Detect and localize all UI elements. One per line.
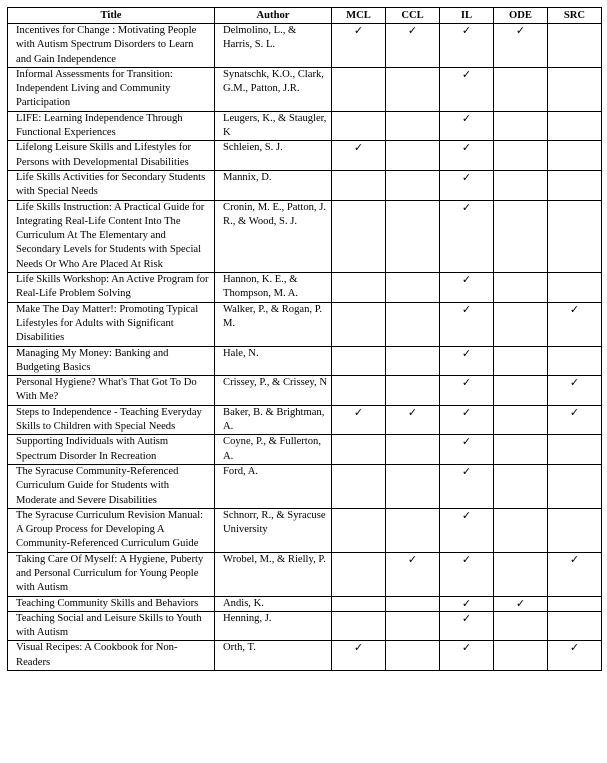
mcl-cell xyxy=(332,346,386,376)
header-mcl: MCL xyxy=(332,8,386,24)
src-cell xyxy=(548,170,602,200)
ode-cell xyxy=(494,346,548,376)
title-cell: Supporting Individuals with Autism Spectrum Disorder In Recreation xyxy=(8,435,215,465)
table-row xyxy=(8,24,602,68)
checkmark-icon: ✓ xyxy=(461,346,472,360)
ode-cell xyxy=(494,552,548,596)
src-cell xyxy=(548,24,602,68)
checkmark-icon: ✓ xyxy=(407,24,418,37)
checkmark-icon: ✓ xyxy=(569,405,580,419)
mcl-cell xyxy=(332,464,386,508)
src-cell xyxy=(548,464,602,508)
ode-cell xyxy=(494,111,548,141)
ccl-cell xyxy=(386,596,440,611)
src-cell xyxy=(548,141,602,171)
src-cell xyxy=(548,302,602,346)
checkmark-icon: ✓ xyxy=(407,552,418,566)
header-il: IL xyxy=(440,8,494,24)
il-cell xyxy=(440,273,494,303)
ode-cell xyxy=(494,273,548,303)
checkmark-icon: ✓ xyxy=(461,405,472,419)
ode-cell xyxy=(494,200,548,272)
ccl-cell xyxy=(386,611,440,641)
checkmark-icon: ✓ xyxy=(461,170,472,184)
table-row xyxy=(8,67,602,111)
ccl-cell xyxy=(386,273,440,303)
checkmark-icon: ✓ xyxy=(569,302,580,316)
src-cell xyxy=(548,111,602,141)
ode-cell xyxy=(494,508,548,552)
checkmark-icon: ✓ xyxy=(461,435,472,449)
author-cell: Schnorr, R., & Syracuse University xyxy=(215,508,332,552)
table-row xyxy=(8,376,602,406)
table-row xyxy=(8,611,602,641)
checkmark-icon: ✓ xyxy=(353,405,364,419)
table-row xyxy=(8,346,602,376)
table-row xyxy=(8,170,602,200)
il-cell xyxy=(440,376,494,406)
title-cell: Taking Care Of Myself: A Hygiene, Puberty and Personal Curriculum for Young People with Autism xyxy=(8,552,215,596)
author-cell: Andis, K. xyxy=(215,596,332,611)
table-row xyxy=(8,435,602,465)
ccl-cell xyxy=(386,405,440,435)
author-cell: Wrobel, M., & Rielly, P. xyxy=(215,552,332,596)
ccl-cell xyxy=(386,552,440,596)
il-cell xyxy=(440,111,494,141)
mcl-cell xyxy=(332,376,386,406)
author-cell: Cronin, M. E., Patton, J. R., & Wood, S. J. xyxy=(215,200,332,272)
ode-cell xyxy=(494,641,548,671)
il-cell xyxy=(440,464,494,508)
checkmark-icon: ✓ xyxy=(461,641,472,655)
src-cell xyxy=(548,611,602,641)
checkmark-icon: ✓ xyxy=(461,111,472,125)
checkmark-icon: ✓ xyxy=(461,302,472,316)
title-cell: Personal Hygiene? What's That Got To Do With Me? xyxy=(8,376,215,406)
title-cell: Informal Assessments for Transition: Independent Living and Community Participation xyxy=(8,67,215,111)
curriculum-table xyxy=(7,7,602,671)
author-cell: Mannix, D. xyxy=(215,170,332,200)
ode-cell xyxy=(494,464,548,508)
checkmark-icon: ✓ xyxy=(515,24,526,37)
title-cell: The Syracuse Community-Referenced Curriculum Guide for Students with Moderate and Severe Disabilities xyxy=(8,464,215,508)
ode-cell xyxy=(494,435,548,465)
src-cell xyxy=(548,508,602,552)
author-cell: Delmolino, L., & Harris, S. L. xyxy=(215,24,332,68)
ccl-cell xyxy=(386,111,440,141)
mcl-cell xyxy=(332,596,386,611)
mcl-cell xyxy=(332,200,386,272)
table-row xyxy=(8,464,602,508)
ccl-cell xyxy=(386,641,440,671)
mcl-cell xyxy=(332,141,386,171)
il-cell xyxy=(440,641,494,671)
title-cell: The Syracuse Curriculum Revision Manual: A Group Process for Developing A Community-Referenced Curriculum Guide xyxy=(8,508,215,552)
header-src: SRC xyxy=(548,8,602,24)
il-cell xyxy=(440,405,494,435)
il-cell xyxy=(440,552,494,596)
title-cell: Lifelong Leisure Skills and Lifestyles for Persons with Developmental Disabilities xyxy=(8,141,215,171)
ode-cell xyxy=(494,376,548,406)
src-cell xyxy=(548,67,602,111)
src-cell xyxy=(548,641,602,671)
title-cell: Visual Recipes: A Cookbook for Non-Readers xyxy=(8,641,215,671)
checkmark-icon: ✓ xyxy=(353,641,364,655)
checkmark-icon: ✓ xyxy=(461,273,472,287)
src-cell xyxy=(548,200,602,272)
il-cell xyxy=(440,302,494,346)
author-cell: Ford, A. xyxy=(215,464,332,508)
il-cell xyxy=(440,435,494,465)
checkmark-icon: ✓ xyxy=(461,24,472,37)
checkmark-icon: ✓ xyxy=(569,641,580,655)
title-cell: Life Skills Workshop: An Active Program for Real-Life Problem Solving xyxy=(8,273,215,303)
src-cell xyxy=(548,596,602,611)
src-cell xyxy=(548,346,602,376)
ccl-cell xyxy=(386,346,440,376)
author-cell: Orth, T. xyxy=(215,641,332,671)
il-cell xyxy=(440,611,494,641)
checkmark-icon: ✓ xyxy=(461,141,472,155)
ccl-cell xyxy=(386,302,440,346)
author-cell: Leugers, K., & Staugler, K xyxy=(215,111,332,141)
author-cell: Hale, N. xyxy=(215,346,332,376)
il-cell xyxy=(440,596,494,611)
ccl-cell xyxy=(386,67,440,111)
table-row xyxy=(8,641,602,671)
ode-cell xyxy=(494,596,548,611)
checkmark-icon: ✓ xyxy=(353,24,364,37)
checkmark-icon: ✓ xyxy=(461,508,472,522)
mcl-cell xyxy=(332,67,386,111)
il-cell xyxy=(440,170,494,200)
ode-cell xyxy=(494,405,548,435)
ccl-cell xyxy=(386,24,440,68)
title-cell: Steps to Independence - Teaching Everyday Skills to Children with Special Needs xyxy=(8,405,215,435)
header-ode: ODE xyxy=(494,8,548,24)
ode-cell xyxy=(494,302,548,346)
checkmark-icon: ✓ xyxy=(461,611,472,625)
table-row xyxy=(8,141,602,171)
table-row xyxy=(8,200,602,272)
author-cell: Henning, J. xyxy=(215,611,332,641)
title-cell: Teaching Community Skills and Behaviors xyxy=(8,596,215,611)
src-cell xyxy=(548,552,602,596)
src-cell xyxy=(548,376,602,406)
table-row xyxy=(8,302,602,346)
table-row xyxy=(8,596,602,611)
checkmark-icon: ✓ xyxy=(461,596,472,610)
header-ccl: CCL xyxy=(386,8,440,24)
author-cell: Hannon, K. E., & Thompson, M. A. xyxy=(215,273,332,303)
title-cell: Make The Day Matter!: Promoting Typical Lifestyles for Adults with Significant Disabilities xyxy=(8,302,215,346)
ode-cell xyxy=(494,611,548,641)
src-cell xyxy=(548,405,602,435)
mcl-cell xyxy=(332,24,386,68)
mcl-cell xyxy=(332,552,386,596)
mcl-cell xyxy=(332,508,386,552)
mcl-cell xyxy=(332,273,386,303)
title-cell: Incentives for Change : Motivating People with Autism Spectrum Disorders to Learn and Gain Independence xyxy=(8,24,215,68)
header-author: Author xyxy=(215,8,332,24)
author-cell: Walker, P., & Rogan, P. M. xyxy=(215,302,332,346)
table-row xyxy=(8,273,602,303)
checkmark-icon: ✓ xyxy=(461,552,472,566)
table-body xyxy=(8,24,602,671)
ode-cell xyxy=(494,67,548,111)
src-cell xyxy=(548,435,602,465)
ccl-cell xyxy=(386,141,440,171)
table-row xyxy=(8,111,602,141)
checkmark-icon: ✓ xyxy=(569,376,580,390)
ccl-cell xyxy=(386,508,440,552)
title-cell: LIFE: Learning Independence Through Functional Experiences xyxy=(8,111,215,141)
mcl-cell xyxy=(332,611,386,641)
title-cell: Managing My Money: Banking and Budgeting Basics xyxy=(8,346,215,376)
title-cell: Life Skills Activities for Secondary Students with Special Needs xyxy=(8,170,215,200)
checkmark-icon: ✓ xyxy=(461,376,472,390)
ccl-cell xyxy=(386,464,440,508)
ccl-cell xyxy=(386,435,440,465)
il-cell xyxy=(440,346,494,376)
checkmark-icon: ✓ xyxy=(515,596,526,610)
il-cell xyxy=(440,200,494,272)
il-cell xyxy=(440,508,494,552)
checkmark-icon: ✓ xyxy=(461,464,472,478)
il-cell xyxy=(440,67,494,111)
mcl-cell xyxy=(332,405,386,435)
mcl-cell xyxy=(332,435,386,465)
ccl-cell xyxy=(386,170,440,200)
il-cell xyxy=(440,24,494,68)
table-row xyxy=(8,405,602,435)
checkmark-icon: ✓ xyxy=(461,67,472,81)
ccl-cell xyxy=(386,376,440,406)
author-cell: Schleien, S. J. xyxy=(215,141,332,171)
src-cell xyxy=(548,273,602,303)
author-cell: Coyne, P., & Fullerton, A. xyxy=(215,435,332,465)
mcl-cell xyxy=(332,641,386,671)
checkmark-icon: ✓ xyxy=(569,552,580,566)
mcl-cell xyxy=(332,170,386,200)
ode-cell xyxy=(494,170,548,200)
title-cell: Life Skills Instruction: A Practical Guide for Integrating Real-Life Content Into The Curriculum At The Elementary and Secondary Levels for Students with Special Needs Or Who Are Placed At Risk xyxy=(8,200,215,272)
header-title: Title xyxy=(8,8,215,24)
il-cell xyxy=(440,141,494,171)
table-row xyxy=(8,508,602,552)
checkmark-icon: ✓ xyxy=(461,200,472,214)
author-cell: Synatschk, K.O., Clark, G.M., Patton, J.R. xyxy=(215,67,332,111)
checkmark-icon: ✓ xyxy=(407,405,418,419)
table-row xyxy=(8,552,602,596)
ccl-cell xyxy=(386,200,440,272)
checkmark-icon: ✓ xyxy=(353,141,364,155)
ode-cell xyxy=(494,141,548,171)
mcl-cell xyxy=(332,302,386,346)
mcl-cell xyxy=(332,111,386,141)
title-cell: Teaching Social and Leisure Skills to Youth with Autism xyxy=(8,611,215,641)
header-row xyxy=(8,8,602,24)
author-cell: Baker, B. & Brightman, A. xyxy=(215,405,332,435)
author-cell: Crissey, P., & Crissey, N xyxy=(215,376,332,406)
ode-cell xyxy=(494,24,548,68)
